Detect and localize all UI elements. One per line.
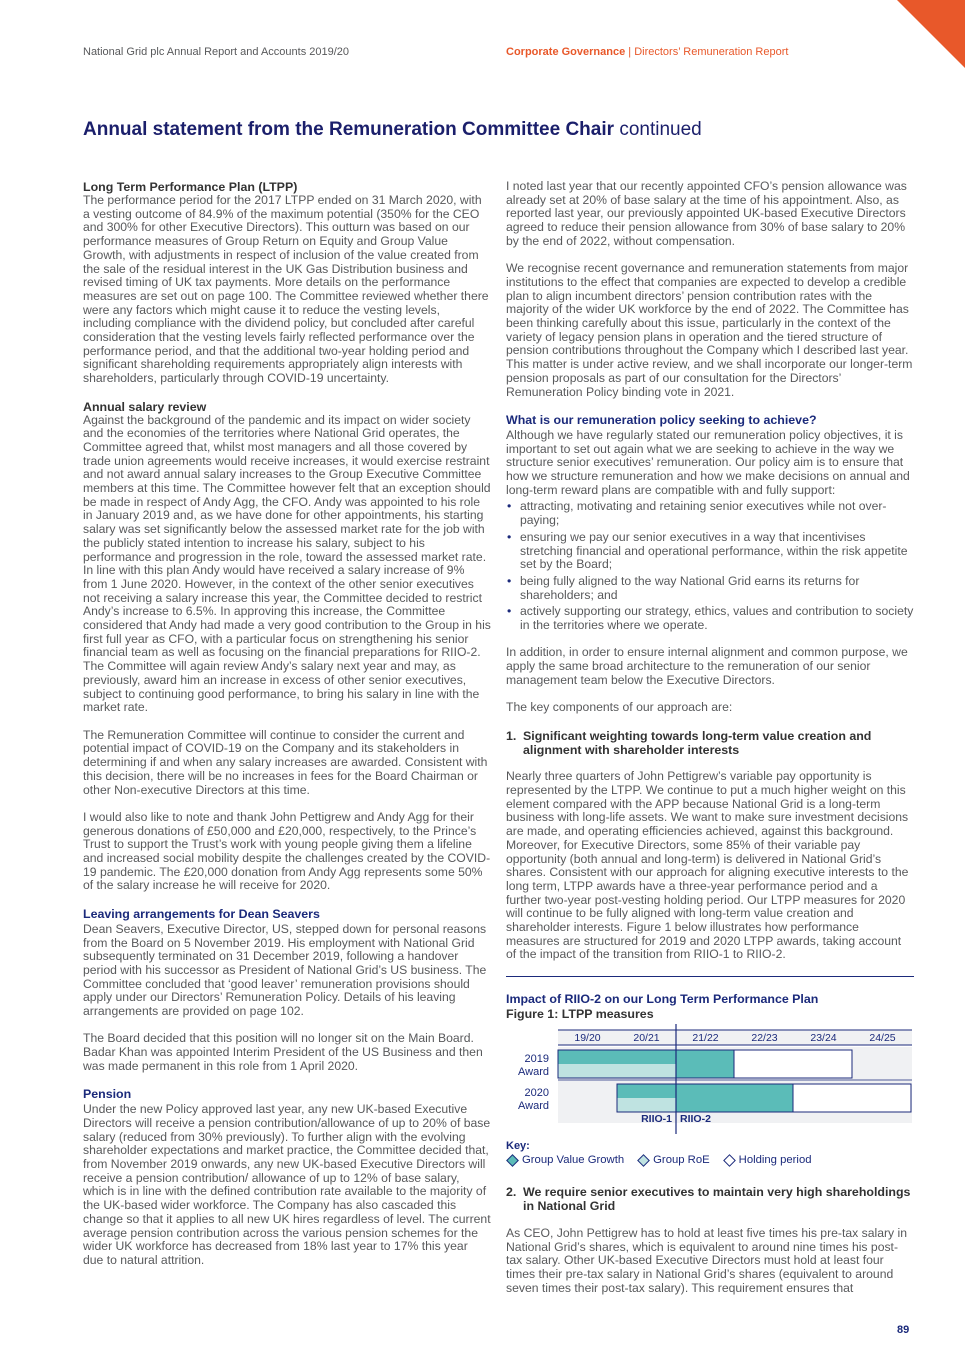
pension-paragraph: Under the new Policy approved last year, any new UK-based Executive Directors will receive a pension contribution/allowance of up to 20% of base salary (reduced from 30% previously). To further align with the evolving shareholder expectations and market practice, the Committee decided that, from November 2019 onwards, any new UK-based Executive Directors will receive a pension contribution/ allowance of up to 12% of base salary, which is in line with the defined contribution rate available to the majority of the UK-based wider workforce. The Company has also cascaded this change so that it applies to all new UK hires regardless of level. The current average pension contribution across the various pension schemes for the wider UK workforce has decreased from 18% last year to 17% this year due to natural attrition. bbox=[83, 1102, 491, 1267]
legend-item-roe bbox=[637, 1154, 710, 1168]
policy-bullet: • ensuring we pay our senior executives in a way that incentivises stretching financial and operational performance, within the risk appetite set by the Board; bbox=[506, 531, 914, 572]
row-label-2019: 2019 bbox=[524, 1052, 549, 1065]
component-1-number: 1. bbox=[506, 728, 517, 743]
pension-heading: Pension bbox=[83, 1087, 132, 1102]
row-label-award: Award bbox=[518, 1065, 549, 1078]
col-label: 20/21 bbox=[633, 1031, 660, 1044]
col-label: 19/20 bbox=[574, 1031, 601, 1044]
policy-bullet: • being fully aligned to the way National Grid earns its returns for shareholders; and bbox=[506, 575, 914, 602]
figure-title: Impact of RIIO-2 on our Long Term Performance Plan bbox=[506, 991, 819, 1006]
corner-accent-triangle bbox=[897, 0, 965, 68]
row-label-award: Award bbox=[518, 1099, 549, 1112]
col-label: 21/22 bbox=[692, 1031, 719, 1044]
chart-legend bbox=[506, 1154, 914, 1168]
salary-heading: Annual salary review bbox=[83, 399, 207, 414]
policy-heading: What is our remuneration policy seeking to achieve? bbox=[506, 412, 817, 427]
salary-paragraph-3: I would also like to note and thank John Pettigrew and Andy Agg for their generous donations of £50,000 and £20,000, respectively, to the Prince’s Trust to support the Trust’s work with young people giving them a lifeline and increased social mobility despite the challenges created by the COVID-19 pandemic. The £20,000 donation from Andy Agg represents some 50% of the salary increase he will receive for 2020. bbox=[83, 809, 491, 893]
page-title bbox=[83, 119, 702, 141]
component-1-title: Significant weighting towards long-term value creation and alignment with shareholder interests bbox=[523, 728, 872, 757]
policy-bullet: • actively supporting our strategy, ethics, values and contribution to society in the territories where we operate. bbox=[506, 605, 914, 632]
policy-paragraph-3: The key components of our approach are: bbox=[506, 700, 733, 715]
ltpp-gantt-chart bbox=[506, 1022, 914, 1140]
diamond-icon bbox=[723, 1154, 736, 1167]
legend-label: Group RoE bbox=[653, 1153, 710, 1166]
left-column bbox=[83, 180, 491, 1281]
policy-bullet-list bbox=[506, 500, 914, 632]
page-number: 89 bbox=[897, 1324, 910, 1336]
leaving-paragraph: Dean Seavers, Executive Director, US, stepped down for personal reasons from the Board on 5 November 2019. His employment with National Grid subsequently terminated on 31 December 2019, following a handover period with his successor as President of National Grid’s US business. The Committee concluded that ‘good leaver’ remuneration provisions should apply under our Directors’ Remuneration Policy. Details of his leaving arrangements are provided on page 102. bbox=[83, 921, 487, 1019]
component-2-heading bbox=[506, 1185, 914, 1213]
col-label: 23/24 bbox=[810, 1031, 837, 1044]
ltpp-paragraph: The performance period for the 2017 LTPP ended on 31 March 2020, with a vesting outcome of 84.9% of the maximum potential (350% for the CEO and 300% for other Executive Directors). This outturn was based on our performance measures of Group Return on Equity and Group Value Growth, with adjustments in respect of inclusion of the value created from the sale of the residual interest in the UK Gas Distribution business and revised timing of UK tax payments. More details on the performance measures are set out on page 100. The Committee reviewed whether there were any factors which might cause it to reduce the vesting levels, including compliance with the dividend policy, but concluded after careful consideration that the vesting levels fairly reflected performance over the performance period, and that the additional two-year holding period and significant shareholding requirements appropriately align interests with shareholders, particularly through COVID-19 uncertainty. bbox=[83, 193, 489, 386]
pension-cont-paragraph-2: We recognise recent governance and remuneration statements from major institutions to the effect that companies are expected to develop a credible plan to align incumbent directors’ pension contribution rates with the majority of the wider UK workforce by the end of 2022. The Committee has been thinking carefully about this issue, particularly in the context of the variety of legacy pension plans in operation and the tiered structure of pension contributions throughout the Company which I described last year. This matter is under active review, and we shall incorporate our longer-term pension proposals as part of our consultation for the Directors’ Remuneration Policy binding vote in 2021. bbox=[506, 261, 913, 399]
section-label: Corporate Governance bbox=[506, 46, 626, 58]
figure-divider bbox=[506, 976, 914, 977]
riio-1-label: RIIO-1 bbox=[641, 1112, 672, 1125]
running-header-section bbox=[506, 46, 788, 58]
leaving-paragraph-2: The Board decided that this position will no longer sit on the Main Board. Badar Khan was appointed Interim President of the US Business and then was made permanent in this role from 1 April 2020. bbox=[83, 1031, 483, 1073]
legend-item-value-growth bbox=[506, 1154, 624, 1168]
row-2020-award bbox=[617, 1084, 911, 1112]
ltpp-heading: Long Term Performance Plan (LTPP) bbox=[83, 180, 298, 194]
salary-paragraph: Against the background of the pandemic and its impact on wider society and the economies of the territories where National Grid operates, the Committee agreed that, whilst most managers and all those covered by trade union agreements would receive increases, it would exercise restraint and not award annual salary increases to the Group Executive Committee members at this time. The Committee however felt that an exception should be made in respect of Andy Agg, the CFO. Andy was appointed to his role in January 2019 and, as we have done for other appointments, his starting salary was set significantly below the assessed market rate for the job with the publicly stated intention to increase his salary, subject to his performance and progression in the role, toward the assessed market rate. In line with this plan Andy would have received a salary increase of 9% from 1 June 2020. However, in the context of the other senior executives not receiving a salary increase this year, the Committee decided to restrict Andy’s increase to 6.5%. In approving this increase, the Committee considered that Andy had made a very good contribution to the Group in his first full year as CFO, with a particular focus on strengthening his senior financial team as well as focusing on the financial preparations for RIIO-2. The Committee will again review Andy’s salary next year and may, as previously, award him an increase in excess of other senior executives, subject to continuing good performance, to bring his salary in line with the market rate. bbox=[83, 412, 491, 715]
component-2-title: We require senior executives to maintain very high shareholdings in National Grid bbox=[523, 1185, 911, 1214]
legend-label: Holding period bbox=[738, 1153, 812, 1166]
key-label: Key: bbox=[506, 1139, 530, 1152]
policy-paragraph: Although we have regularly stated our remuneration policy objectives, it is important to set out again what we are seeking to achieve in the way we structure senior executives’ remuneration. Our policy aim is to ensure that how we structure remuneration and how we make decisions on annual and long-term reward plans are compatible with and fully support: bbox=[506, 427, 910, 497]
section-separator: | bbox=[628, 46, 632, 58]
policy-paragraph-2: In addition, in order to ensure internal alignment and common purpose, we apply the same broad architecture to the remuneration of our senior management team below the Executive Directors. bbox=[506, 645, 908, 687]
col-label: 24/25 bbox=[869, 1031, 896, 1044]
running-header-publication: National Grid plc Annual Report and Accounts 2019/20 bbox=[83, 46, 350, 58]
component-1-paragraph: Nearly three quarters of John Pettigrew’s variable pay opportunity is represented by the LTPP. We continue to put a much higher weight on this element compared with the APP because National Grid is a long-term business with long-life assets. We want to make sure investment decisions are made, and operating efficiencies achieved, against this background. Moreover, for Executive Directors, some 85% of their variable pay opportunity (both annual and long-term) is delivered in National Grid’s shares. Consistent with our approach for aligning executive interests to the long term, LTPP awards have a three-year performance period and a further two-year post-vesting holding period. Our LTPP measures for 2020 will continue to be fully aligned with long-term value creation and shareholder interests. Figure 1 below illustrates how performance measures are structured for 2019 and 2020 LTPP awards, taking account of the impact of the transition from RIIO-1 to RIIO-2. bbox=[506, 769, 909, 962]
subsection-label: Directors’ Remuneration Report bbox=[634, 46, 789, 58]
col-label: 22/23 bbox=[751, 1031, 778, 1044]
row-2019-award bbox=[558, 1050, 852, 1078]
pension-cont-paragraph: I noted last year that our recently appointed CFO’s pension allowance was already set at 20% of base salary at the time of his appointment. Also, as reported last year, our previously appointed UK-based Executive Directors agreed to reduce their pension allowance from 30% of base salary to 20% by the end of 2022, without compensation. bbox=[506, 179, 907, 248]
riio-2-label: RIIO-2 bbox=[680, 1112, 711, 1125]
policy-bullet: • attracting, motivating and retaining senior executives while not over-paying; bbox=[506, 500, 914, 527]
row-label-2020: 2020 bbox=[524, 1086, 549, 1099]
legend-label: Group Value Growth bbox=[522, 1153, 625, 1166]
right-column bbox=[506, 180, 914, 1309]
legend-item-holding bbox=[723, 1154, 812, 1168]
page-title-main: Annual statement from the Remuneration Committee Chair bbox=[83, 119, 615, 140]
diamond-icon bbox=[506, 1154, 519, 1167]
salary-paragraph-2: The Remuneration Committee will continue to consider the current and potential impact of COVID-19 on the Company and its stakeholders in determining if and when any salary increases are awarded. Consistent with this decision, there will be no increases in fees for the Board Chairman or other Non-executive Directors at this time. bbox=[83, 727, 488, 797]
ltpp-chart-svg bbox=[506, 1022, 914, 1140]
component-2-number: 2. bbox=[506, 1185, 517, 1200]
component-2-paragraph: As CEO, John Pettigrew has to hold at least five times his pre-tax salary in National Grid’s shares, which is equivalent to around nine times his post-tax salary. Other UK-based Executive Directors must hold at least four times their pre-tax salary in National Grid’s shares (equivalent to around seven times their post-tax salary). This requirement ensures that bbox=[506, 1225, 908, 1295]
diamond-icon bbox=[637, 1154, 650, 1167]
component-1-heading bbox=[506, 729, 914, 757]
page-title-suffix: continued bbox=[619, 119, 702, 140]
leaving-heading: Leaving arrangements for Dean Seavers bbox=[83, 906, 320, 921]
figure-subtitle: Figure 1: LTPP measures bbox=[506, 1006, 654, 1021]
